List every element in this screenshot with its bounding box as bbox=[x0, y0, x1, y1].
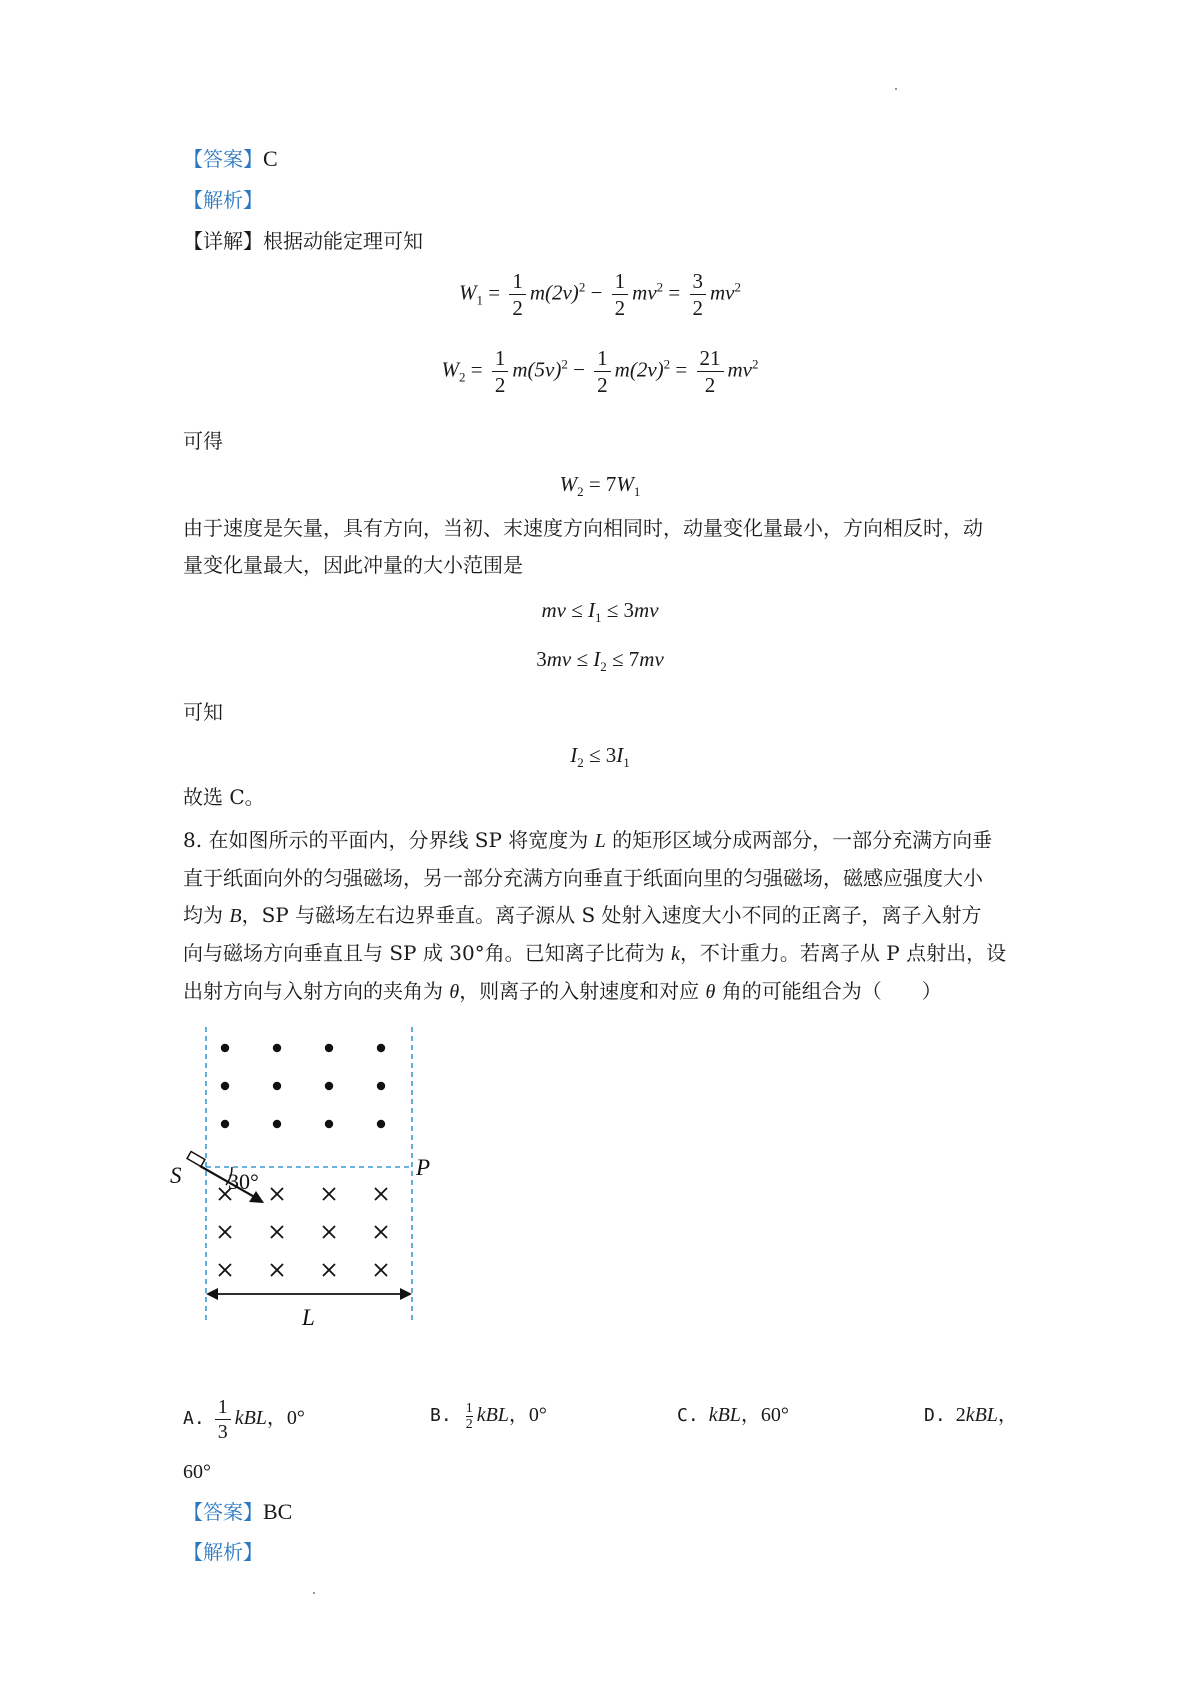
detail-tag: 【详解】 bbox=[183, 229, 263, 253]
field-dot bbox=[273, 1120, 281, 1128]
q8-analysis-tag: 【解析】 bbox=[183, 1540, 263, 1564]
equation-w2: $W_2$ = $\frac{1}{2}$ $m(5v)^2$ − $\frac{1}{2}$ $m(2v)^2$ = $\frac{21}{2}$ $mv^2$ bbox=[441, 346, 759, 397]
field-cross bbox=[271, 1188, 283, 1200]
magnetic-field-diagram bbox=[170, 1025, 440, 1330]
reason-line-1: 由于速度是矢量，具有方向，当初、末速度方向相同时，动量变化量最小，方向相反时，动 bbox=[183, 516, 983, 540]
q8-line-2: 直于纸面向外的匀强磁场，另一部分充满方向垂直于纸面向里的匀强磁场，磁感应强度大小 bbox=[183, 866, 983, 890]
detail-text: 根据动能定理可知 bbox=[263, 229, 423, 253]
reason-line-2: 量变化量最大，因此冲量的大小范围是 bbox=[183, 553, 523, 577]
stray-mark-bottom bbox=[313, 1592, 315, 1594]
field-cross bbox=[323, 1264, 335, 1276]
inequality-i2-3i1: $I_2 \le 3I_1$ bbox=[570, 743, 630, 771]
field-cross bbox=[219, 1226, 231, 1238]
q8-answer-value: BC bbox=[263, 1499, 293, 1524]
label-s: S bbox=[170, 1163, 182, 1188]
answer-value: C bbox=[263, 146, 278, 171]
q8-line-3: 均为 B，SP 与磁场左右边界垂直。离子源从 S 处射入速度大小不同的正离子，离子入射方 bbox=[183, 903, 982, 927]
field-dot bbox=[221, 1120, 229, 1128]
kede-line: 可得 bbox=[183, 429, 223, 453]
equation-w2-7w1: $W_2 = 7W_1$ bbox=[559, 472, 641, 500]
field-dot bbox=[221, 1044, 229, 1052]
field-dot bbox=[273, 1044, 281, 1052]
label-l: L bbox=[302, 1305, 315, 1330]
kezhi-line: 可知 bbox=[183, 700, 223, 724]
field-cross bbox=[271, 1264, 283, 1276]
equation-w1: $W_1$ = $\frac{1}{2}$ $m(2v)^2$ − $\frac{1}{2}$ $mv^2$ = $\frac{3}{2}$ $mv^2$ bbox=[458, 269, 741, 320]
field-dot bbox=[273, 1082, 281, 1090]
field-cross bbox=[375, 1226, 387, 1238]
option-b[interactable]: B. $\frac{1}{2}$ kBL，0° bbox=[430, 1400, 547, 1432]
field-cross bbox=[323, 1226, 335, 1238]
field-dot bbox=[325, 1120, 333, 1128]
inequality-i2: $3mv \le I_2 \le 7mv$ bbox=[536, 647, 664, 675]
q8-line-1: 8. 在如图所示的平面内，分界线 SP 将宽度为 L 的矩形区域分成两部分，一部分充满方向垂 bbox=[183, 828, 993, 852]
label-p: P bbox=[416, 1155, 431, 1180]
field-dot bbox=[325, 1082, 333, 1090]
out-of-page-field-dots bbox=[221, 1044, 385, 1128]
option-d[interactable]: D. 2kBL， bbox=[924, 1404, 1018, 1426]
option-d-wrap: 60° bbox=[183, 1461, 211, 1483]
stray-mark-top bbox=[895, 88, 897, 90]
field-dot bbox=[221, 1082, 229, 1090]
field-cross bbox=[271, 1226, 283, 1238]
inequality-i1: mv ≤ $I_1 \le 3mv$ bbox=[541, 598, 659, 626]
field-dot bbox=[377, 1044, 385, 1052]
prev-analysis-line bbox=[183, 186, 263, 214]
width-arrow-left bbox=[206, 1288, 218, 1300]
q8-line-5: 出射方向与入射方向的夹角为 θ，则离子的入射速度和对应 θ 角的可能组合为（ ） bbox=[183, 979, 942, 1003]
question-8-stem bbox=[183, 822, 1033, 1011]
field-cross bbox=[219, 1264, 231, 1276]
field-cross bbox=[375, 1188, 387, 1200]
q8-answer-tag: 【答案】 bbox=[183, 1500, 263, 1524]
field-cross bbox=[375, 1264, 387, 1276]
field-dot bbox=[377, 1120, 385, 1128]
q8-line-4: 向与磁场方向垂直且与 SP 成 30°角。已知离子比荷为 k，不计重力。若离子从 P 点射出，设 bbox=[183, 941, 1007, 965]
analysis-tag: 【解析】 bbox=[183, 188, 263, 212]
field-dot bbox=[377, 1082, 385, 1090]
detail-line bbox=[183, 227, 423, 255]
conclusion-line: 故选 C。 bbox=[183, 785, 265, 809]
option-a[interactable]: A. $\frac{1}{3}$ kBL，0° bbox=[183, 1396, 305, 1443]
label-angle: 30° bbox=[228, 1169, 259, 1194]
option-c[interactable]: C. kBL，60° bbox=[677, 1404, 789, 1426]
prev-answer-line bbox=[183, 145, 278, 173]
q8-answer-line bbox=[183, 1498, 292, 1526]
field-cross bbox=[323, 1188, 335, 1200]
answer-tag: 【答案】 bbox=[183, 147, 263, 171]
q8-analysis-line bbox=[183, 1538, 263, 1566]
ion-source bbox=[187, 1152, 205, 1167]
field-dot bbox=[325, 1044, 333, 1052]
reason-paragraph bbox=[183, 510, 1033, 584]
into-page-field-crosses bbox=[219, 1188, 387, 1276]
width-arrow-right bbox=[400, 1288, 412, 1300]
